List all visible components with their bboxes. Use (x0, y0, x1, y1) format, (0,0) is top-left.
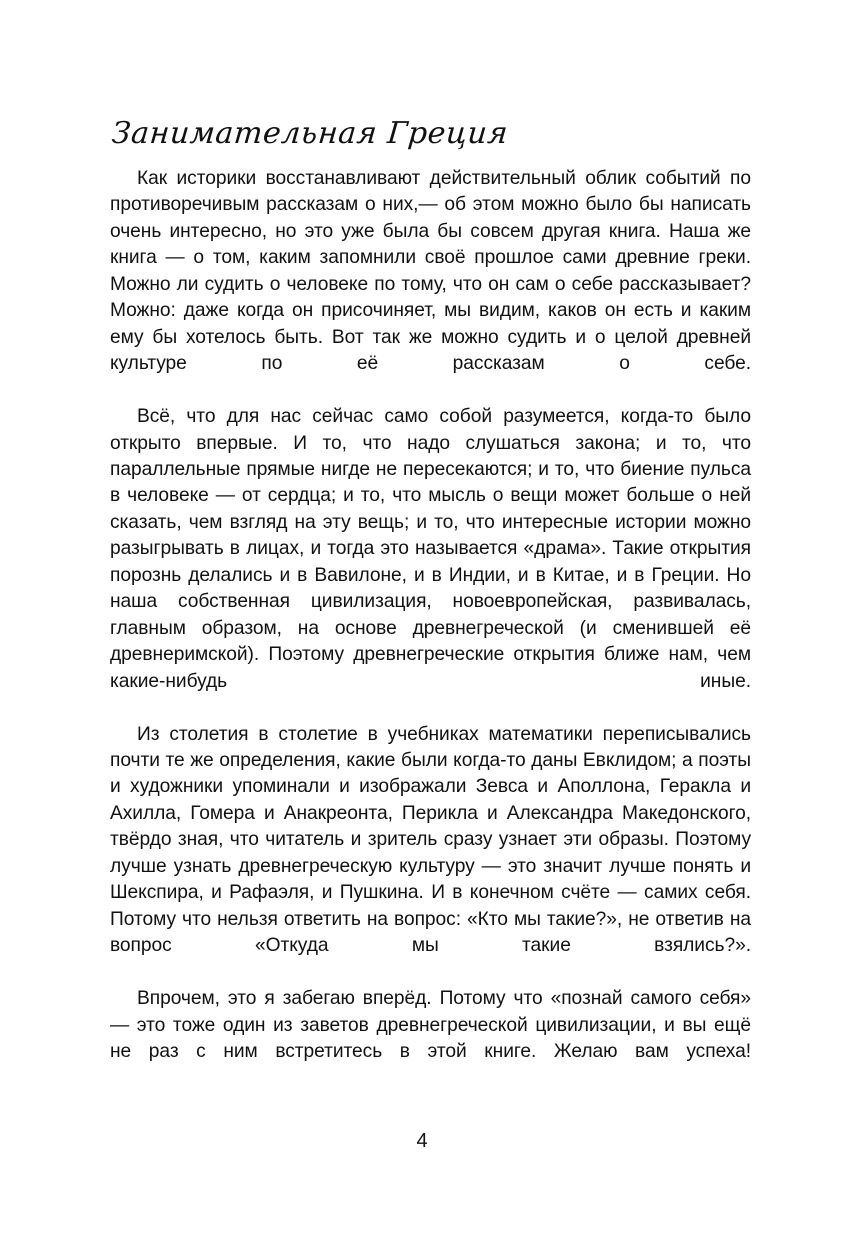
paragraph: Из столетия в столетие в учебниках математики переписывались почти те же определения, какие были когда-то даны Евклидом; а поэты и художники упоминали и изображали Зевса и Аполлона, Геракла и Ахилла, Гомера и Анакреонта, Перикла и Александра Македонского, твёрдо зная, что читатель и зритель сразу узнает эти образы. Поэтому лучше узнать древнегреческую культуру — это значит лучше понять и Шекспира, и Рафаэля, и Пушкина. И в конечном счёте — самих себя. Потому что нельзя ответить на вопрос: «Кто мы такие?», не ответив на вопрос «Откуда мы такие взялись?». (110, 723, 751, 957)
body-text-column (110, 166, 751, 1092)
paragraph: Всё, что для нас сейчас само собой разумеется, когда-то было открыто впервые. И то, что надо слушаться закона; и то, что параллельные прямые нигде не пересекаются; и то, что биение пульса в человеке — от сердца; и то, что мысль о вещи может больше о ней сказать, чем взгляд на эту вещь; и то, что интересные истории можно разыгрывать в лицах, и тогда это называется «драма». Такие открытия порознь делались и в Вавилоне, и в Индии, и в Китае, и в Греции. Но наша собственная цивилизация, новоевропейская, развивалась, главным образом, на основе древнегреческой (и сменившей её древнеримской). Поэтому древнегреческие открытия ближе нам, чем какие-нибудь иные. (110, 406, 751, 692)
paragraph: Как историки восстанавливают действительный облик событий по противоречивым рассказам о них,— об этом можно было бы написать очень интересно, но это уже была бы совсем другая книга. Наша же книга — о том, каким запомнили своё прошлое сами древние греки. Можно ли судить о человеке по тому, что он сам о себе рассказывает? Можно: даже когда он присочиняет, мы видим, каков он есть и каким ему бы хотелось быть. Вот так же можно судить и о целой древней культуре по её рассказам о себе. (110, 168, 751, 375)
page-number: 4 (416, 1130, 428, 1152)
page-title: Занимательная Греция (110, 116, 510, 152)
paragraph: Впрочем, это я забегаю вперёд. Потому что «познай самого себя» — это тоже один из заветов древнегреческой цивилизации, и вы ещё не раз с ним встретитесь в этой книге. Желаю вам успеха! (110, 988, 751, 1062)
